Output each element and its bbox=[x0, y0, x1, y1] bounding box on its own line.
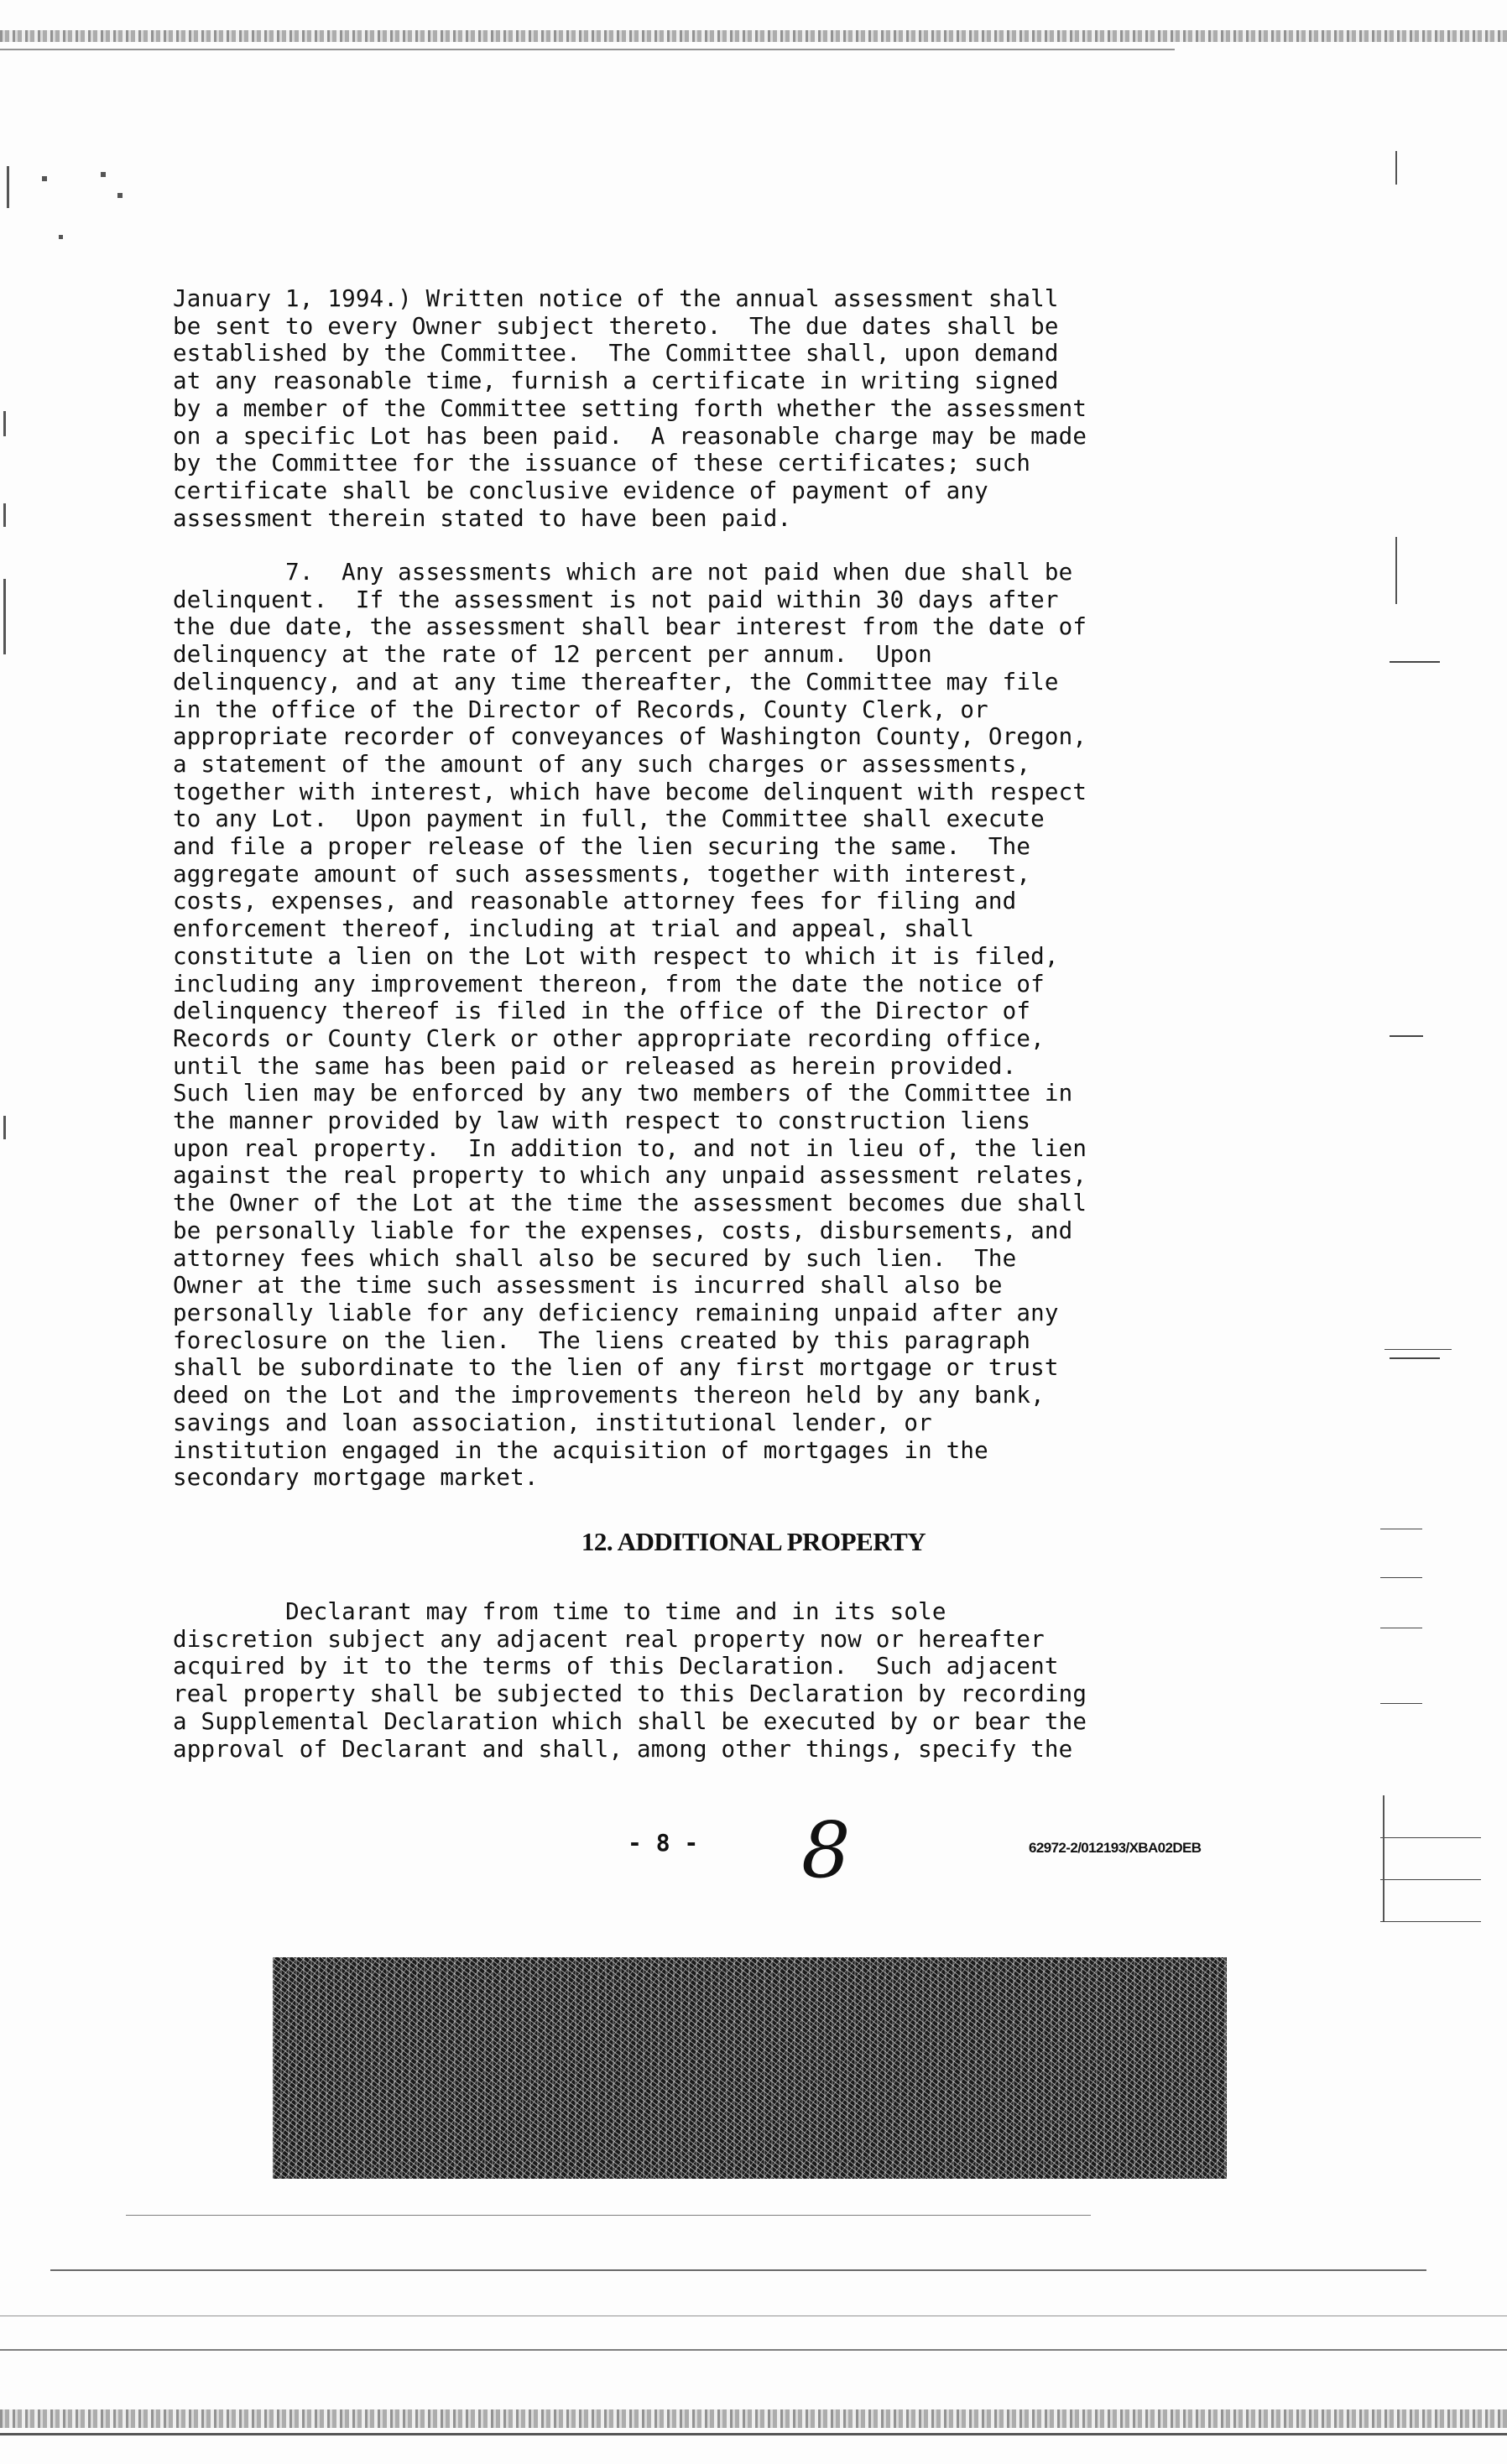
right-margin-tick bbox=[1390, 1357, 1440, 1359]
top-scan-line bbox=[0, 49, 1175, 50]
right-margin-tick bbox=[1380, 1577, 1422, 1578]
lower-scan-line bbox=[126, 2215, 1091, 2216]
right-margin-tick bbox=[1380, 1837, 1481, 1838]
section-heading: 12. ADDITIONAL PROPERTY bbox=[581, 1527, 926, 1556]
paragraph-additional-property: Declarant may from time to time and in its sole discretion subject any adjacent real property now or hereafter acquired by it to the terms of this Declaration. Such adjacent real property shall be subjected to this Declaration by recording a Supplemental Declaration which shall be executed by or bear the approval of Declarant and shall, among other things, specify the bbox=[173, 1598, 1087, 1763]
document-code: 62972-2/012193/XBA02DEB bbox=[1029, 1840, 1202, 1856]
right-margin-mark bbox=[1383, 1795, 1384, 1921]
right-margin-tick bbox=[1390, 1035, 1423, 1037]
lower-scan-line bbox=[50, 2269, 1426, 2271]
left-margin-dot bbox=[59, 235, 63, 239]
paragraph-delinquent-assessments: 7. Any assessments which are not paid when due shall be delinquent. If the assessment is not paid within 30 days after the due date, the assessment shall bear interest from the date of delinquency at the rate of 12 percent per annum. Upon delinquency, and at any time thereafter, the Committee may file in the office of the Director of Records, County Clerk, or appropriate recorder of conveyances of Washington County, Oregon, a statement of the amount of any such charges or assessments, together with interest, which have become delinquent with respect to any Lot. Upon payment in full, the Committee shall execute and file a proper release of the lien securing the same. The aggregate amount of such assessments, together with interest, costs, expenses, and reasonable attorney fees for filing and enforcement thereof, including at trial and appeal, shall constitute a lien on the Lot with respect to which it is filed, including any improvement thereon, from the date the notice of delinquency thereof is filed in the office of the Director of Records or County Clerk or other appropriate recording office, until the same has been paid or released as herein provided. Such lien may be enforced by any two members of the Committee in the manner provided by law with respect to construction liens upon real property. In addition to, and not in lieu of, the lien against the real property to which any unpaid assessment relates, the Owner of the Lot at the time the assessment becomes due shall be personally liable for the expenses, costs, disbursements, and attorney fees which shall also be secured by such lien. The Owner at the time such assessment is incurred shall also be personally liable for any deficiency remaining unpaid after any foreclosure on the lien. The liens created by this paragraph shall be subordinate to the lien of any first mortgage or trust deed on the Lot and the improvements thereon held by any bank, savings and loan association, institutional lender, or institution engaged in the acquisition of mortgages in the secondary mortgage market. bbox=[173, 559, 1087, 1492]
left-edge-mark bbox=[3, 411, 6, 436]
right-margin-tick bbox=[1380, 1879, 1481, 1880]
right-margin-tick bbox=[1384, 1349, 1452, 1350]
left-edge-mark bbox=[3, 503, 6, 527]
bottom-scan-band bbox=[0, 2409, 1507, 2428]
left-edge-mark bbox=[3, 1116, 6, 1139]
scan-noise-block bbox=[273, 1957, 1227, 2179]
handwritten-page-mark: 8 bbox=[801, 1805, 851, 1895]
right-margin-mark bbox=[1395, 151, 1397, 185]
right-margin-mark bbox=[1395, 537, 1397, 604]
bottom-scan-line bbox=[0, 2433, 1507, 2435]
page-number: - 8 - bbox=[628, 1829, 699, 1857]
left-margin-dot bbox=[117, 193, 123, 198]
right-margin-tick bbox=[1390, 661, 1440, 663]
lower-scan-line bbox=[0, 2349, 1507, 2351]
left-edge-mark bbox=[3, 579, 6, 654]
paragraph-assessment-notice: January 1, 1994.) Written notice of the annual assessment shall be sent to every Owner subject thereto. The due dates shall be established by the Committee. The Committee shall, upon demand at any reasonable time, furnish a certificate in writing signed by a member of the Committee setting forth whether the assessment on a specific Lot has been paid. A reasonable charge may be made by the Committee for the issuance of these certificates; such certificate shall be conclusive evidence of payment of any assessment therein stated to have been paid. bbox=[173, 285, 1087, 532]
top-scan-band bbox=[0, 30, 1507, 42]
left-margin-mark bbox=[7, 166, 9, 208]
right-margin-tick bbox=[1380, 1921, 1481, 1922]
left-margin-dot bbox=[101, 172, 106, 177]
right-margin-tick bbox=[1380, 1703, 1422, 1704]
left-margin-dot bbox=[42, 176, 47, 181]
